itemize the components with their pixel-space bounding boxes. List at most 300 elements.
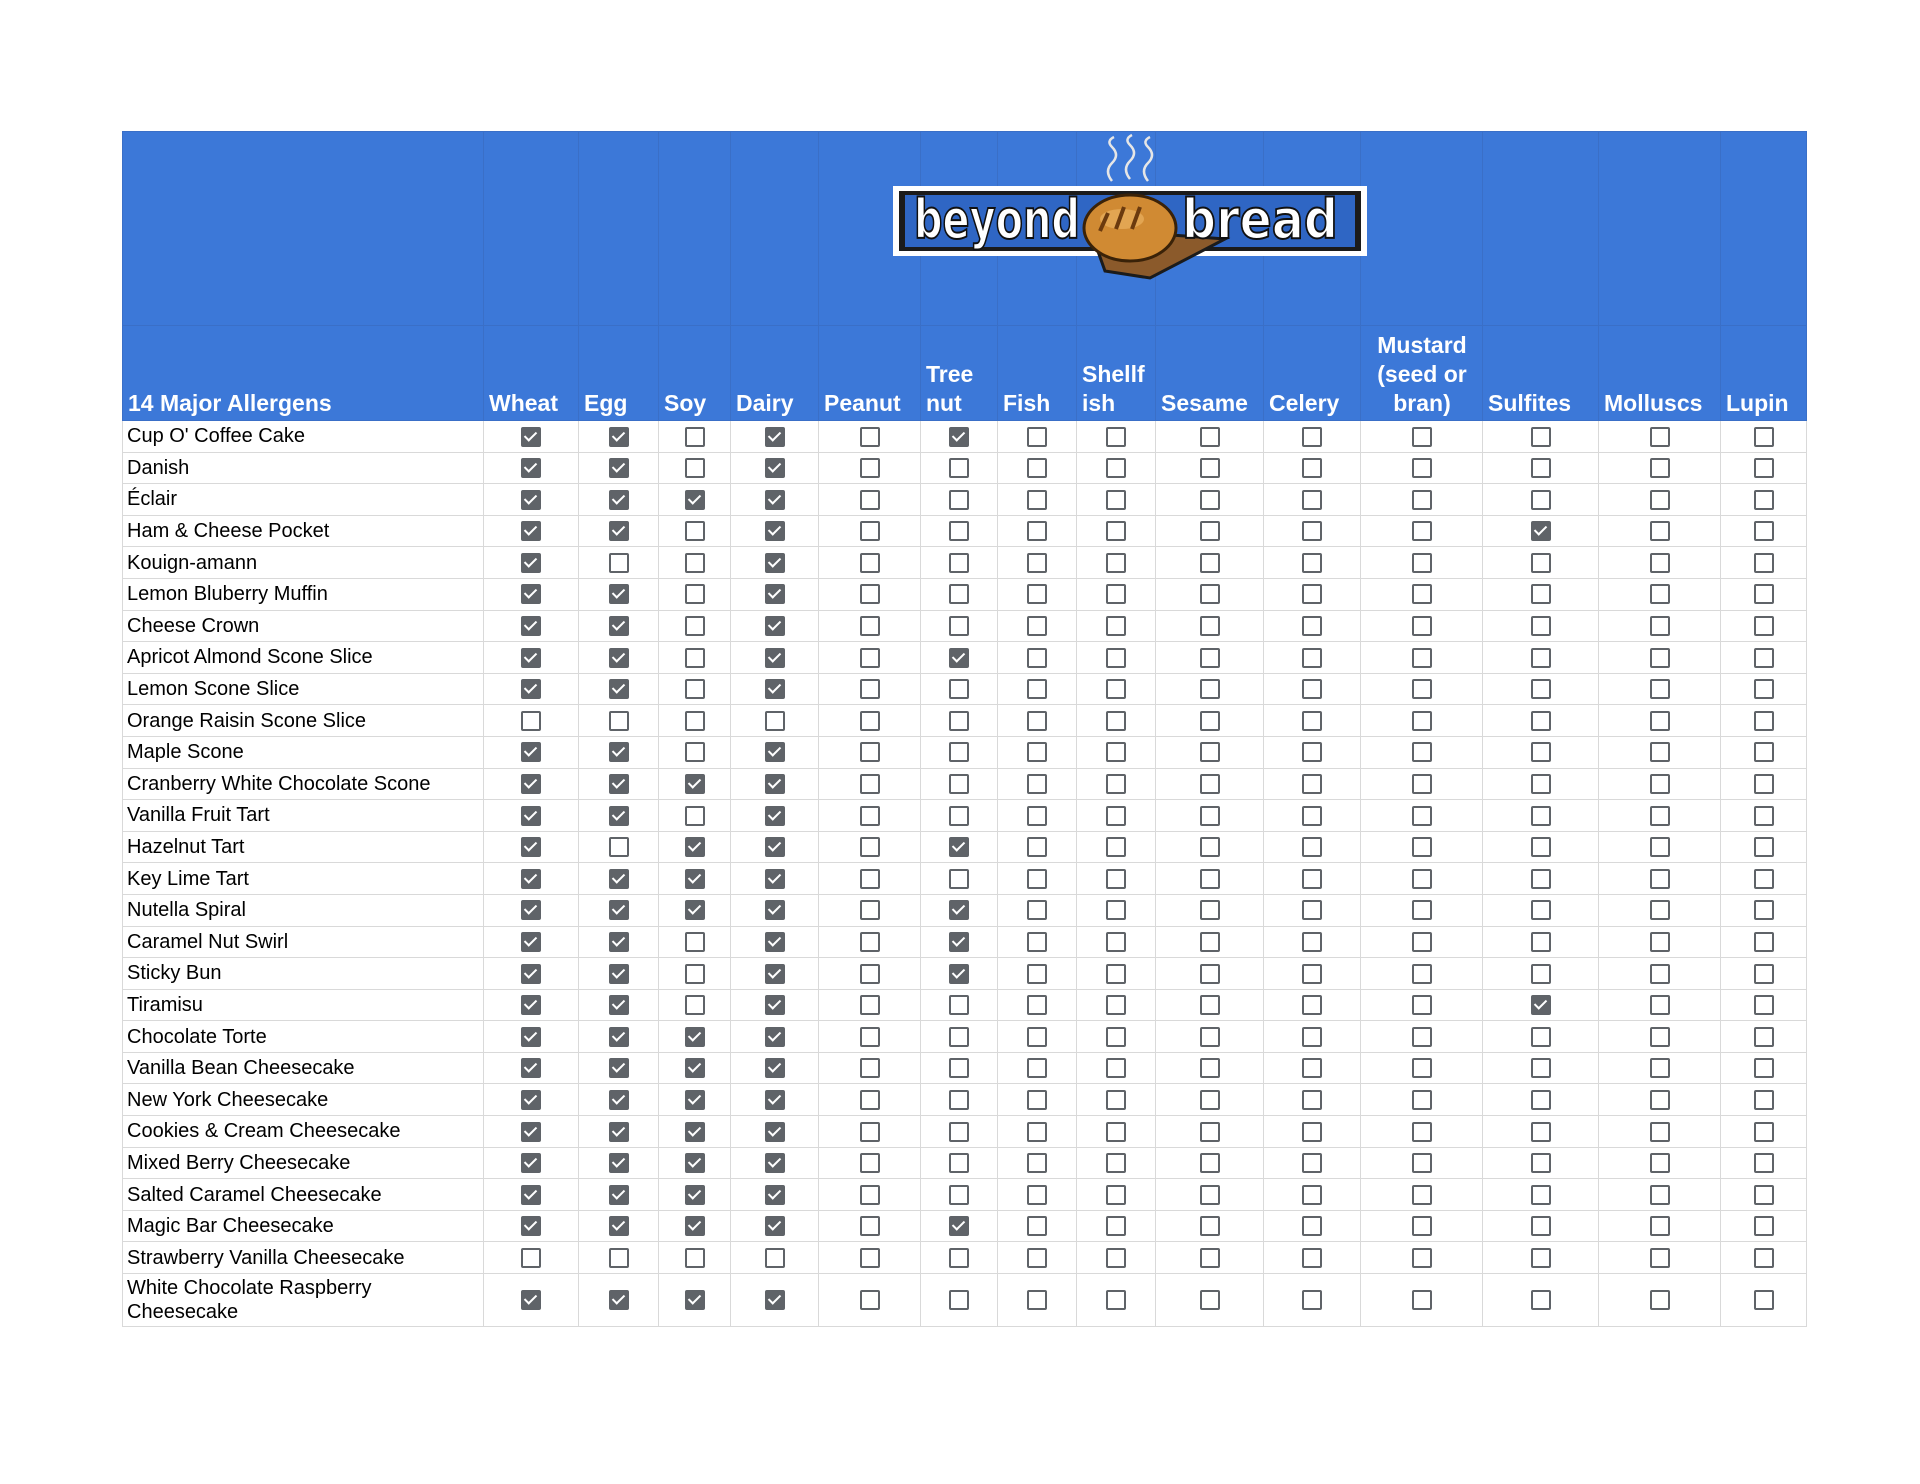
checkbox-checked[interactable] — [609, 1290, 629, 1310]
checkbox-unchecked[interactable] — [1027, 932, 1047, 952]
checkbox-unchecked[interactable] — [949, 869, 969, 889]
checkbox-unchecked[interactable] — [949, 521, 969, 541]
checkbox-unchecked[interactable] — [1531, 869, 1551, 889]
checkbox-unchecked[interactable] — [1027, 1090, 1047, 1110]
checkbox-checked[interactable] — [765, 774, 785, 794]
checkbox-checked[interactable] — [685, 869, 705, 889]
checkbox-unchecked[interactable] — [1754, 806, 1774, 826]
checkbox-checked[interactable] — [765, 837, 785, 857]
checkbox-unchecked[interactable] — [1200, 648, 1220, 668]
checkbox-checked[interactable] — [609, 458, 629, 478]
checkbox-unchecked[interactable] — [1650, 869, 1670, 889]
checkbox-checked[interactable] — [609, 490, 629, 510]
checkbox-unchecked[interactable] — [1106, 584, 1126, 604]
checkbox-unchecked[interactable] — [1650, 806, 1670, 826]
checkbox-unchecked[interactable] — [1302, 458, 1322, 478]
checkbox-unchecked[interactable] — [1531, 427, 1551, 447]
checkbox-unchecked[interactable] — [1106, 711, 1126, 731]
checkbox-checked[interactable] — [765, 1027, 785, 1047]
checkbox-unchecked[interactable] — [1754, 900, 1774, 920]
checkbox-unchecked[interactable] — [1027, 1216, 1047, 1236]
checkbox-checked[interactable] — [685, 1027, 705, 1047]
checkbox-checked[interactable] — [521, 616, 541, 636]
checkbox-unchecked[interactable] — [949, 584, 969, 604]
checkbox-unchecked[interactable] — [685, 711, 705, 731]
checkbox-checked[interactable] — [521, 774, 541, 794]
checkbox-checked[interactable] — [765, 458, 785, 478]
checkbox-unchecked[interactable] — [1754, 837, 1774, 857]
checkbox-unchecked[interactable] — [860, 458, 880, 478]
checkbox-unchecked[interactable] — [949, 774, 969, 794]
checkbox-unchecked[interactable] — [1200, 584, 1220, 604]
checkbox-unchecked[interactable] — [1650, 553, 1670, 573]
checkbox-checked[interactable] — [685, 1153, 705, 1173]
checkbox-checked[interactable] — [521, 427, 541, 447]
checkbox-unchecked[interactable] — [1200, 1122, 1220, 1142]
checkbox-unchecked[interactable] — [949, 742, 969, 762]
checkbox-unchecked[interactable] — [1200, 427, 1220, 447]
checkbox-unchecked[interactable] — [1650, 427, 1670, 447]
checkbox-unchecked[interactable] — [1531, 1090, 1551, 1110]
checkbox-checked[interactable] — [521, 1058, 541, 1078]
checkbox-unchecked[interactable] — [860, 1153, 880, 1173]
checkbox-unchecked[interactable] — [1106, 553, 1126, 573]
checkbox-unchecked[interactable] — [1027, 711, 1047, 731]
checkbox-unchecked[interactable] — [1412, 1058, 1432, 1078]
checkbox-checked[interactable] — [521, 742, 541, 762]
checkbox-checked[interactable] — [521, 521, 541, 541]
checkbox-unchecked[interactable] — [1754, 1290, 1774, 1310]
checkbox-unchecked[interactable] — [609, 1248, 629, 1268]
checkbox-unchecked[interactable] — [685, 964, 705, 984]
checkbox-unchecked[interactable] — [1200, 521, 1220, 541]
checkbox-checked[interactable] — [521, 648, 541, 668]
checkbox-unchecked[interactable] — [1200, 869, 1220, 889]
checkbox-unchecked[interactable] — [1027, 1027, 1047, 1047]
checkbox-checked[interactable] — [949, 427, 969, 447]
checkbox-unchecked[interactable] — [521, 1248, 541, 1268]
checkbox-unchecked[interactable] — [1650, 837, 1670, 857]
checkbox-unchecked[interactable] — [1412, 616, 1432, 636]
checkbox-unchecked[interactable] — [1200, 1216, 1220, 1236]
checkbox-unchecked[interactable] — [1754, 1185, 1774, 1205]
checkbox-checked[interactable] — [949, 648, 969, 668]
checkbox-unchecked[interactable] — [1754, 774, 1774, 794]
checkbox-unchecked[interactable] — [1027, 1248, 1047, 1268]
checkbox-checked[interactable] — [765, 490, 785, 510]
checkbox-checked[interactable] — [765, 932, 785, 952]
checkbox-unchecked[interactable] — [1200, 1248, 1220, 1268]
checkbox-unchecked[interactable] — [1106, 1027, 1126, 1047]
checkbox-unchecked[interactable] — [1531, 1122, 1551, 1142]
checkbox-unchecked[interactable] — [685, 616, 705, 636]
checkbox-checked[interactable] — [521, 932, 541, 952]
checkbox-checked[interactable] — [765, 995, 785, 1015]
checkbox-checked[interactable] — [765, 1290, 785, 1310]
checkbox-unchecked[interactable] — [1302, 553, 1322, 573]
checkbox-unchecked[interactable] — [1754, 521, 1774, 541]
checkbox-unchecked[interactable] — [685, 427, 705, 447]
checkbox-unchecked[interactable] — [860, 521, 880, 541]
checkbox-checked[interactable] — [949, 1216, 969, 1236]
checkbox-unchecked[interactable] — [1106, 490, 1126, 510]
checkbox-unchecked[interactable] — [1412, 521, 1432, 541]
checkbox-unchecked[interactable] — [1412, 1027, 1432, 1047]
checkbox-unchecked[interactable] — [765, 1248, 785, 1268]
checkbox-unchecked[interactable] — [1200, 458, 1220, 478]
checkbox-unchecked[interactable] — [1106, 1058, 1126, 1078]
checkbox-checked[interactable] — [765, 521, 785, 541]
checkbox-unchecked[interactable] — [1106, 964, 1126, 984]
checkbox-unchecked[interactable] — [1302, 679, 1322, 699]
checkbox-unchecked[interactable] — [1754, 427, 1774, 447]
checkbox-checked[interactable] — [521, 964, 541, 984]
checkbox-unchecked[interactable] — [1302, 490, 1322, 510]
checkbox-unchecked[interactable] — [1027, 995, 1047, 1015]
checkbox-checked[interactable] — [521, 679, 541, 699]
checkbox-unchecked[interactable] — [1200, 742, 1220, 762]
checkbox-unchecked[interactable] — [1302, 1058, 1322, 1078]
checkbox-unchecked[interactable] — [1412, 427, 1432, 447]
checkbox-unchecked[interactable] — [1531, 1027, 1551, 1047]
checkbox-unchecked[interactable] — [1027, 427, 1047, 447]
checkbox-unchecked[interactable] — [1106, 806, 1126, 826]
checkbox-unchecked[interactable] — [860, 1027, 880, 1047]
checkbox-unchecked[interactable] — [1650, 1290, 1670, 1310]
checkbox-unchecked[interactable] — [1754, 869, 1774, 889]
checkbox-unchecked[interactable] — [949, 1090, 969, 1110]
checkbox-unchecked[interactable] — [1027, 869, 1047, 889]
checkbox-checked[interactable] — [765, 900, 785, 920]
checkbox-unchecked[interactable] — [1754, 584, 1774, 604]
checkbox-unchecked[interactable] — [1302, 742, 1322, 762]
checkbox-unchecked[interactable] — [1106, 932, 1126, 952]
checkbox-unchecked[interactable] — [1650, 1027, 1670, 1047]
checkbox-unchecked[interactable] — [1200, 711, 1220, 731]
checkbox-checked[interactable] — [609, 584, 629, 604]
checkbox-unchecked[interactable] — [949, 1122, 969, 1142]
checkbox-unchecked[interactable] — [1754, 995, 1774, 1015]
checkbox-checked[interactable] — [609, 742, 629, 762]
checkbox-checked[interactable] — [609, 1216, 629, 1236]
checkbox-unchecked[interactable] — [521, 711, 541, 731]
checkbox-unchecked[interactable] — [1302, 521, 1322, 541]
checkbox-unchecked[interactable] — [1302, 1027, 1322, 1047]
checkbox-unchecked[interactable] — [1650, 932, 1670, 952]
checkbox-unchecked[interactable] — [949, 1185, 969, 1205]
checkbox-unchecked[interactable] — [860, 1185, 880, 1205]
checkbox-checked[interactable] — [765, 1122, 785, 1142]
checkbox-unchecked[interactable] — [1412, 900, 1432, 920]
checkbox-unchecked[interactable] — [1106, 1122, 1126, 1142]
checkbox-unchecked[interactable] — [1531, 711, 1551, 731]
checkbox-unchecked[interactable] — [1106, 1216, 1126, 1236]
checkbox-unchecked[interactable] — [1754, 742, 1774, 762]
checkbox-unchecked[interactable] — [1412, 711, 1432, 731]
checkbox-unchecked[interactable] — [1650, 1248, 1670, 1268]
checkbox-checked[interactable] — [765, 584, 785, 604]
checkbox-unchecked[interactable] — [1650, 1090, 1670, 1110]
checkbox-checked[interactable] — [609, 1090, 629, 1110]
checkbox-unchecked[interactable] — [1200, 1027, 1220, 1047]
checkbox-checked[interactable] — [609, 679, 629, 699]
checkbox-unchecked[interactable] — [1412, 742, 1432, 762]
checkbox-unchecked[interactable] — [1027, 616, 1047, 636]
checkbox-unchecked[interactable] — [1302, 1090, 1322, 1110]
checkbox-unchecked[interactable] — [1200, 900, 1220, 920]
checkbox-checked[interactable] — [521, 900, 541, 920]
checkbox-unchecked[interactable] — [609, 553, 629, 573]
checkbox-checked[interactable] — [609, 427, 629, 447]
checkbox-unchecked[interactable] — [685, 584, 705, 604]
checkbox-unchecked[interactable] — [860, 1290, 880, 1310]
checkbox-checked[interactable] — [949, 932, 969, 952]
checkbox-unchecked[interactable] — [1200, 1290, 1220, 1310]
checkbox-unchecked[interactable] — [1302, 584, 1322, 604]
checkbox-unchecked[interactable] — [1650, 679, 1670, 699]
checkbox-unchecked[interactable] — [1200, 490, 1220, 510]
checkbox-unchecked[interactable] — [1754, 458, 1774, 478]
checkbox-unchecked[interactable] — [860, 995, 880, 1015]
checkbox-unchecked[interactable] — [1412, 1216, 1432, 1236]
checkbox-unchecked[interactable] — [1650, 648, 1670, 668]
checkbox-unchecked[interactable] — [1412, 1090, 1432, 1110]
checkbox-unchecked[interactable] — [1531, 774, 1551, 794]
checkbox-unchecked[interactable] — [685, 1248, 705, 1268]
checkbox-checked[interactable] — [609, 964, 629, 984]
checkbox-unchecked[interactable] — [1531, 1185, 1551, 1205]
checkbox-checked[interactable] — [1531, 995, 1551, 1015]
checkbox-unchecked[interactable] — [949, 1248, 969, 1268]
checkbox-unchecked[interactable] — [1027, 742, 1047, 762]
checkbox-checked[interactable] — [521, 1122, 541, 1142]
checkbox-unchecked[interactable] — [1200, 679, 1220, 699]
checkbox-checked[interactable] — [609, 648, 629, 668]
checkbox-unchecked[interactable] — [1106, 1248, 1126, 1268]
checkbox-unchecked[interactable] — [1531, 1248, 1551, 1268]
checkbox-checked[interactable] — [521, 1290, 541, 1310]
checkbox-checked[interactable] — [685, 1058, 705, 1078]
checkbox-unchecked[interactable] — [860, 1058, 880, 1078]
checkbox-checked[interactable] — [1531, 521, 1551, 541]
checkbox-unchecked[interactable] — [1106, 458, 1126, 478]
checkbox-unchecked[interactable] — [860, 553, 880, 573]
checkbox-unchecked[interactable] — [685, 679, 705, 699]
checkbox-unchecked[interactable] — [1027, 1153, 1047, 1173]
checkbox-checked[interactable] — [521, 458, 541, 478]
checkbox-checked[interactable] — [685, 1122, 705, 1142]
checkbox-unchecked[interactable] — [1412, 774, 1432, 794]
checkbox-unchecked[interactable] — [1027, 1122, 1047, 1142]
checkbox-unchecked[interactable] — [1200, 806, 1220, 826]
checkbox-unchecked[interactable] — [1027, 774, 1047, 794]
checkbox-unchecked[interactable] — [1412, 1122, 1432, 1142]
checkbox-checked[interactable] — [685, 774, 705, 794]
checkbox-checked[interactable] — [765, 553, 785, 573]
checkbox-unchecked[interactable] — [1302, 964, 1322, 984]
checkbox-unchecked[interactable] — [765, 711, 785, 731]
checkbox-checked[interactable] — [765, 616, 785, 636]
checkbox-unchecked[interactable] — [685, 648, 705, 668]
checkbox-unchecked[interactable] — [860, 869, 880, 889]
checkbox-unchecked[interactable] — [1754, 1122, 1774, 1142]
checkbox-unchecked[interactable] — [1650, 711, 1670, 731]
checkbox-unchecked[interactable] — [1531, 584, 1551, 604]
checkbox-unchecked[interactable] — [685, 995, 705, 1015]
checkbox-checked[interactable] — [609, 1153, 629, 1173]
checkbox-unchecked[interactable] — [1412, 964, 1432, 984]
checkbox-checked[interactable] — [949, 900, 969, 920]
checkbox-unchecked[interactable] — [1531, 932, 1551, 952]
checkbox-unchecked[interactable] — [860, 679, 880, 699]
checkbox-unchecked[interactable] — [685, 932, 705, 952]
checkbox-unchecked[interactable] — [860, 742, 880, 762]
checkbox-unchecked[interactable] — [1302, 869, 1322, 889]
checkbox-unchecked[interactable] — [1650, 1153, 1670, 1173]
checkbox-unchecked[interactable] — [1302, 1248, 1322, 1268]
checkbox-checked[interactable] — [609, 806, 629, 826]
checkbox-unchecked[interactable] — [1027, 806, 1047, 826]
checkbox-unchecked[interactable] — [1302, 995, 1322, 1015]
checkbox-unchecked[interactable] — [949, 490, 969, 510]
checkbox-unchecked[interactable] — [1027, 648, 1047, 668]
checkbox-unchecked[interactable] — [1302, 616, 1322, 636]
checkbox-checked[interactable] — [609, 1058, 629, 1078]
checkbox-unchecked[interactable] — [1754, 932, 1774, 952]
checkbox-unchecked[interactable] — [1200, 1185, 1220, 1205]
checkbox-unchecked[interactable] — [1027, 490, 1047, 510]
checkbox-unchecked[interactable] — [1531, 1058, 1551, 1078]
checkbox-unchecked[interactable] — [1412, 869, 1432, 889]
checkbox-unchecked[interactable] — [1650, 900, 1670, 920]
checkbox-unchecked[interactable] — [860, 584, 880, 604]
checkbox-unchecked[interactable] — [860, 427, 880, 447]
checkbox-checked[interactable] — [609, 869, 629, 889]
checkbox-checked[interactable] — [685, 1216, 705, 1236]
checkbox-unchecked[interactable] — [1106, 521, 1126, 541]
checkbox-checked[interactable] — [685, 1290, 705, 1310]
checkbox-checked[interactable] — [685, 1090, 705, 1110]
checkbox-unchecked[interactable] — [949, 711, 969, 731]
checkbox-unchecked[interactable] — [1200, 932, 1220, 952]
checkbox-checked[interactable] — [521, 1153, 541, 1173]
checkbox-unchecked[interactable] — [1650, 616, 1670, 636]
checkbox-unchecked[interactable] — [1650, 995, 1670, 1015]
checkbox-unchecked[interactable] — [860, 900, 880, 920]
checkbox-unchecked[interactable] — [1106, 1185, 1126, 1205]
checkbox-checked[interactable] — [765, 869, 785, 889]
checkbox-unchecked[interactable] — [1531, 553, 1551, 573]
checkbox-unchecked[interactable] — [1412, 932, 1432, 952]
checkbox-unchecked[interactable] — [1200, 1153, 1220, 1173]
checkbox-unchecked[interactable] — [1754, 1248, 1774, 1268]
checkbox-unchecked[interactable] — [1106, 869, 1126, 889]
checkbox-unchecked[interactable] — [1302, 1290, 1322, 1310]
checkbox-checked[interactable] — [521, 1185, 541, 1205]
checkbox-unchecked[interactable] — [949, 458, 969, 478]
checkbox-unchecked[interactable] — [949, 679, 969, 699]
checkbox-unchecked[interactable] — [1412, 1248, 1432, 1268]
checkbox-unchecked[interactable] — [949, 553, 969, 573]
checkbox-unchecked[interactable] — [1027, 1185, 1047, 1205]
checkbox-unchecked[interactable] — [1412, 1290, 1432, 1310]
checkbox-unchecked[interactable] — [1412, 1185, 1432, 1205]
checkbox-unchecked[interactable] — [1106, 774, 1126, 794]
checkbox-unchecked[interactable] — [860, 837, 880, 857]
checkbox-checked[interactable] — [685, 490, 705, 510]
checkbox-unchecked[interactable] — [1754, 964, 1774, 984]
checkbox-unchecked[interactable] — [1412, 806, 1432, 826]
checkbox-unchecked[interactable] — [1106, 900, 1126, 920]
checkbox-unchecked[interactable] — [860, 648, 880, 668]
checkbox-unchecked[interactable] — [949, 995, 969, 1015]
checkbox-unchecked[interactable] — [860, 806, 880, 826]
checkbox-checked[interactable] — [765, 648, 785, 668]
checkbox-unchecked[interactable] — [1412, 490, 1432, 510]
checkbox-unchecked[interactable] — [1754, 679, 1774, 699]
checkbox-checked[interactable] — [765, 1153, 785, 1173]
checkbox-unchecked[interactable] — [1531, 648, 1551, 668]
checkbox-unchecked[interactable] — [1302, 932, 1322, 952]
checkbox-unchecked[interactable] — [1200, 616, 1220, 636]
checkbox-checked[interactable] — [521, 869, 541, 889]
checkbox-unchecked[interactable] — [1531, 490, 1551, 510]
checkbox-unchecked[interactable] — [1106, 1153, 1126, 1173]
checkbox-unchecked[interactable] — [1531, 458, 1551, 478]
checkbox-unchecked[interactable] — [1650, 774, 1670, 794]
checkbox-unchecked[interactable] — [1650, 458, 1670, 478]
checkbox-checked[interactable] — [765, 1058, 785, 1078]
checkbox-unchecked[interactable] — [1106, 679, 1126, 699]
checkbox-checked[interactable] — [521, 490, 541, 510]
checkbox-unchecked[interactable] — [1106, 995, 1126, 1015]
checkbox-checked[interactable] — [609, 774, 629, 794]
checkbox-unchecked[interactable] — [1200, 1058, 1220, 1078]
checkbox-unchecked[interactable] — [1200, 553, 1220, 573]
checkbox-unchecked[interactable] — [1650, 742, 1670, 762]
checkbox-unchecked[interactable] — [1106, 1290, 1126, 1310]
checkbox-unchecked[interactable] — [1302, 1216, 1322, 1236]
checkbox-unchecked[interactable] — [1412, 679, 1432, 699]
checkbox-checked[interactable] — [685, 900, 705, 920]
checkbox-checked[interactable] — [609, 521, 629, 541]
checkbox-unchecked[interactable] — [1754, 1153, 1774, 1173]
checkbox-unchecked[interactable] — [1412, 1153, 1432, 1173]
checkbox-unchecked[interactable] — [1754, 490, 1774, 510]
checkbox-unchecked[interactable] — [1650, 964, 1670, 984]
checkbox-unchecked[interactable] — [1027, 679, 1047, 699]
checkbox-unchecked[interactable] — [1027, 553, 1047, 573]
checkbox-checked[interactable] — [521, 584, 541, 604]
checkbox-checked[interactable] — [949, 837, 969, 857]
checkbox-unchecked[interactable] — [1106, 648, 1126, 668]
checkbox-unchecked[interactable] — [1106, 427, 1126, 447]
checkbox-unchecked[interactable] — [1302, 711, 1322, 731]
checkbox-unchecked[interactable] — [860, 616, 880, 636]
checkbox-unchecked[interactable] — [860, 932, 880, 952]
checkbox-unchecked[interactable] — [1531, 1153, 1551, 1173]
checkbox-unchecked[interactable] — [1650, 521, 1670, 541]
checkbox-unchecked[interactable] — [1531, 1216, 1551, 1236]
checkbox-checked[interactable] — [949, 964, 969, 984]
checkbox-unchecked[interactable] — [1302, 1153, 1322, 1173]
checkbox-unchecked[interactable] — [1027, 1290, 1047, 1310]
checkbox-unchecked[interactable] — [1302, 1185, 1322, 1205]
checkbox-unchecked[interactable] — [1531, 679, 1551, 699]
checkbox-unchecked[interactable] — [1412, 553, 1432, 573]
checkbox-unchecked[interactable] — [1027, 521, 1047, 541]
checkbox-checked[interactable] — [765, 679, 785, 699]
